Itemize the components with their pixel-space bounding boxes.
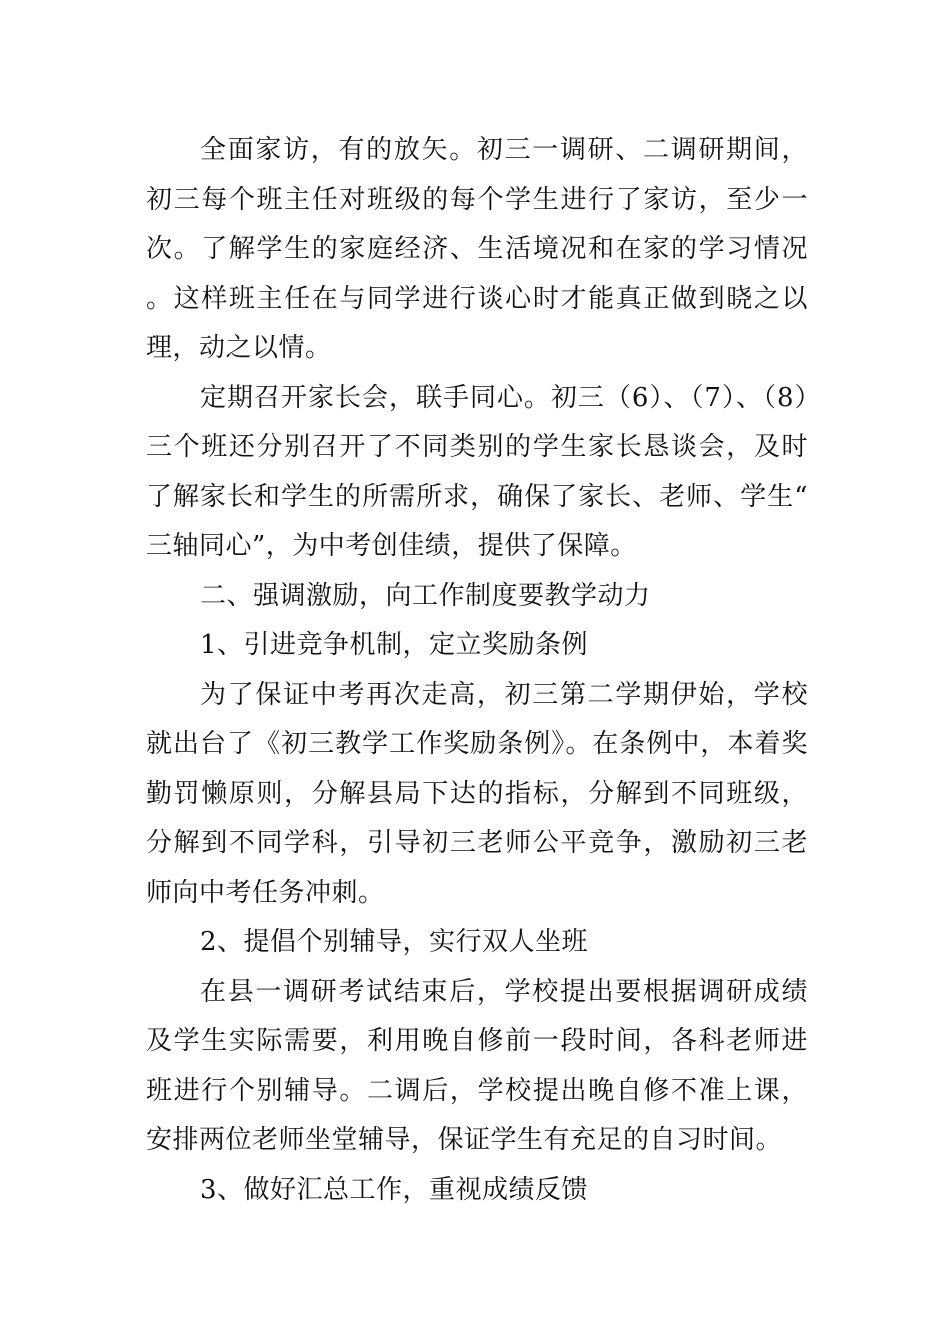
section-heading-incentives: 二、强调激励，向工作制度要教学动力: [200, 580, 651, 611]
paragraph-parent-meetings: 定期召开家长会，联手同心。初三（6）、（7）、（8）三个班还分别召开了不同类别的学生家长恳谈会，及时了解家长和学生的所需所求，确保了家长、老师、学生“三轴同心”，为中考创佳绩，提供了保障。: [146, 382, 808, 561]
subheading-competition-mechanism: 1、引进竞争机制，定立奖励条例: [200, 630, 589, 660]
paragraph-tutoring-details: 在县一调研考试结束后，学校提出要根据调研成绩及学生实际需要，利用晚自修前一段时间，各科老师进班进行个别辅导。二调后，学校提出晚自修不准上课，安排两位老师坐堂辅导，保证学生有充足的自习时间。: [146, 976, 808, 1155]
document-body: [146, 126, 808, 1215]
subheading-score-feedback: 3、做好汇总工作，重视成绩反馈: [200, 1174, 589, 1205]
paragraph-reward-regulations: 为了保证中考再次走高，初三第二学期伊始，学校就出台了《初三教学工作奖励条例》。在条例中，本着奖勤罚懒原则，分解县局下达的指标，分解到不同班级，分解到不同学科，引导初三老师公平竞争，激励初三老师向中考任务冲刺。: [146, 679, 808, 908]
paragraph-home-visits: 全面家访，有的放矢。初三一调研、二调研期间，初三每个班主任对班级的每个学生进行了家访，至少一次。了解学生的家庭经济、生活境况和在家的学习情况。这样班主任在与同学进行谈心时才能真正做到晓之以理，动之以情。: [146, 135, 808, 363]
subheading-individual-tutoring: 2、提倡个别辅导，实行双人坐班: [200, 927, 589, 957]
